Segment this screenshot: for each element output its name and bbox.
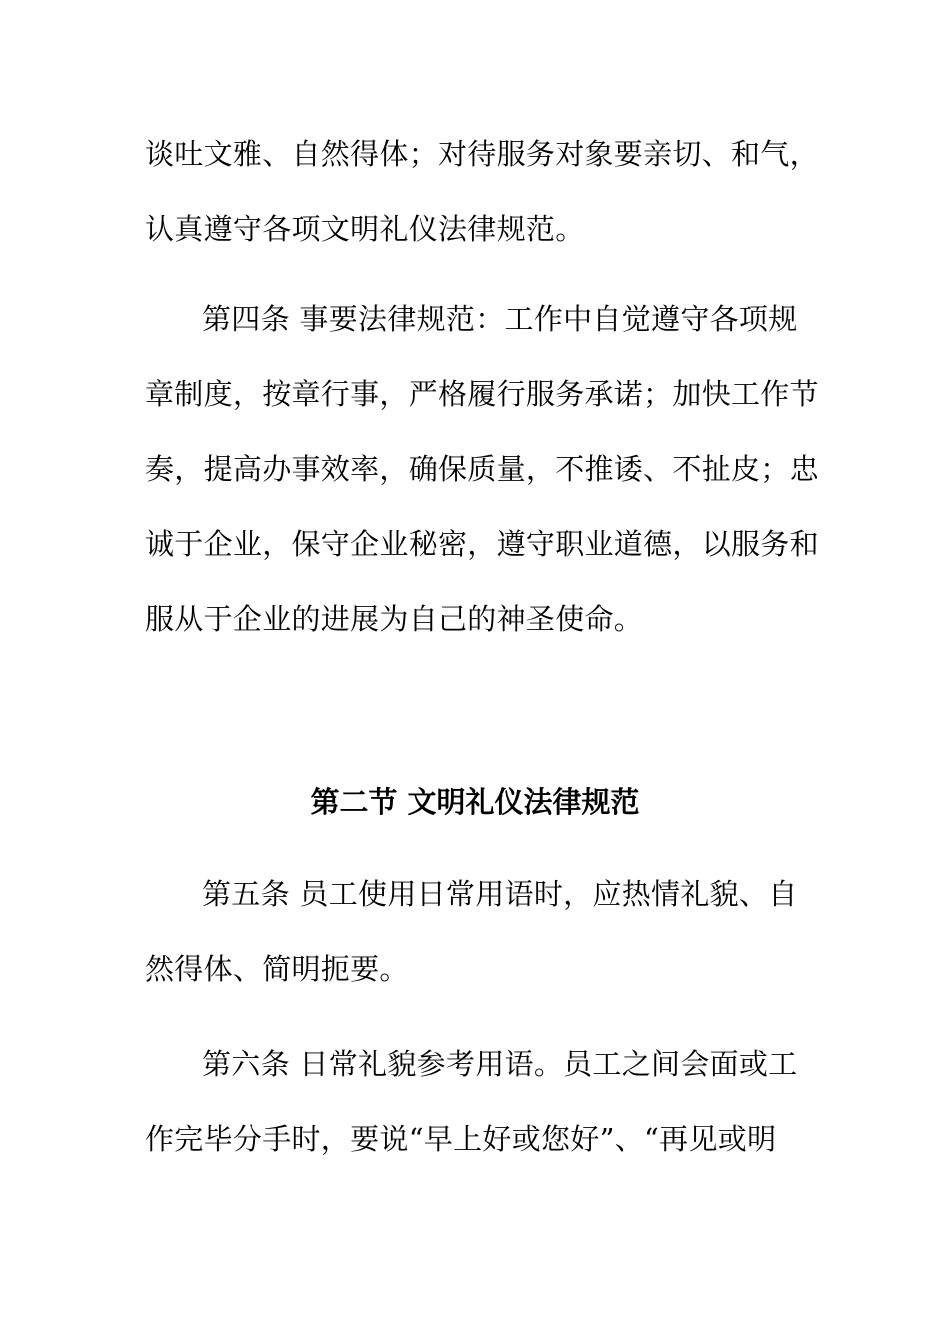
paragraph-line: 谈吐文雅、自然得体；对待服务对象要亲切、和气， bbox=[145, 137, 819, 171]
article-4-line: 第四条 事要法律规范：工作中自觉遵守各项规 bbox=[202, 302, 798, 336]
article-5-line: 第五条 员工使用日常用语时，应热情礼貌、自 bbox=[202, 877, 798, 911]
section-heading: 第二节 文明礼仪法律规范 bbox=[310, 785, 640, 819]
article-5-line: 然得体、简明扼要。 bbox=[145, 952, 409, 986]
article-4-line: 奏，提高办事效率，确保质量，不推诿、不扯皮；忠 bbox=[145, 452, 819, 486]
paragraph-line: 认真遵守各项文明礼仪法律规范。 bbox=[145, 212, 585, 246]
article-6-line: 第六条 日常礼貌参考用语。员工之间会面或工 bbox=[202, 1047, 798, 1081]
article-4-line: 章制度，按章行事，严格履行服务承诺；加快工作节 bbox=[145, 377, 819, 411]
article-6-line: 作完毕分手时，要说“早上好或您好”、“再见或明 bbox=[145, 1122, 777, 1156]
article-4-line: 诚于企业，保守企业秘密，遵守职业道德，以服务和 bbox=[145, 527, 819, 561]
article-4-line: 服从于企业的进展为自己的神圣使命。 bbox=[145, 602, 644, 636]
